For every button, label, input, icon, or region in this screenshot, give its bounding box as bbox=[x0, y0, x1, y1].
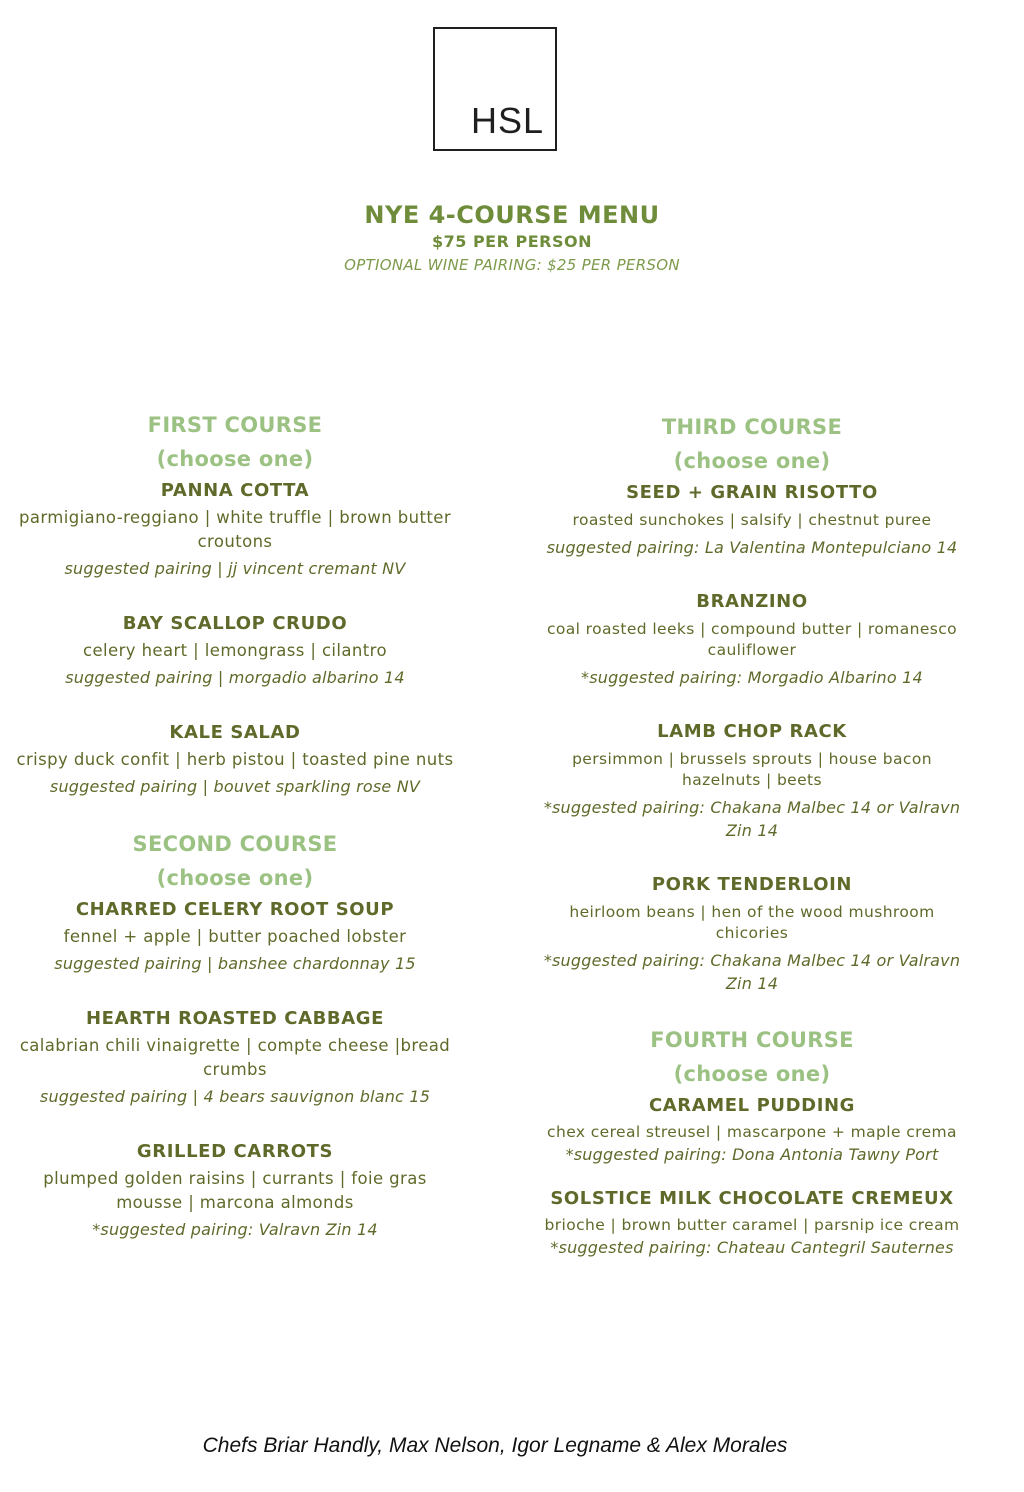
chefs-credit: Chefs Briar Handly, Max Nelson, Igor Legname & Alex Morales bbox=[202, 1434, 788, 1457]
dish-pairing: *suggested pairing: Chakana Malbec 14 or Valravn Zin 14 bbox=[543, 798, 961, 840]
course-title-fourth: FOURTH COURSE bbox=[650, 1028, 854, 1052]
dish-item bbox=[15, 895, 455, 976]
dish-description: persimmon | brussels sprouts | house bacon hazelnuts | beets bbox=[572, 750, 932, 789]
dish-item bbox=[532, 870, 972, 995]
dish-description: roasted sunchokes | salsify | chestnut puree bbox=[572, 511, 932, 529]
choose-one-label: (choose one) bbox=[673, 449, 831, 473]
dish-name: CHARRED CELERY ROOT SOUP bbox=[75, 899, 395, 920]
dish-pairing: *suggested pairing: Valravn Zin 14 bbox=[92, 1220, 378, 1239]
wine-pairing-price: OPTIONAL WINE PAIRING: $25 PER PERSON bbox=[344, 256, 680, 274]
dish-pairing: *suggested pairing: Dona Antonia Tawny Port bbox=[565, 1145, 939, 1164]
course-title-first: FIRST COURSE bbox=[147, 413, 323, 437]
dish-pairing: suggested pairing | 4 bears sauvignon blanc 15 bbox=[39, 1087, 431, 1106]
dish-name: BAY SCALLOP CRUDO bbox=[122, 613, 348, 634]
dish-description: chex cereal streusel | mascarpone + maple crema bbox=[547, 1123, 957, 1141]
dish-description: crispy duck confit | herb pistou | toasted pine nuts bbox=[16, 750, 454, 769]
left-column bbox=[15, 408, 455, 1270]
dish-item bbox=[15, 718, 455, 799]
dish-description: brioche | brown butter caramel | parsnip ice cream bbox=[544, 1216, 960, 1234]
dish-description: parmigiano-reggiano | white truffle | brown butter croutons bbox=[18, 508, 452, 551]
dish-pairing: suggested pairing | jj vincent cremant NV bbox=[64, 559, 406, 578]
menu-price: $75 PER PERSON bbox=[431, 232, 592, 251]
dish-pairing: *suggested pairing: Chakana Malbec 14 or Valravn Zin 14 bbox=[543, 951, 961, 993]
dish-pairing: suggested pairing | bouvet sparkling rose NV bbox=[49, 777, 421, 796]
dish-name: PANNA COTTA bbox=[160, 480, 310, 501]
dish-item bbox=[532, 1091, 972, 1166]
hsl-logo bbox=[433, 27, 557, 151]
course-title-second: SECOND COURSE bbox=[132, 832, 338, 856]
course-title-third: THIRD COURSE bbox=[661, 415, 843, 439]
dish-pairing: *suggested pairing: Chateau Cantegril Sauternes bbox=[550, 1238, 954, 1257]
dish-item bbox=[15, 476, 455, 581]
dish-description: coal roasted leeks | compound butter | romanesco cauliflower bbox=[546, 620, 958, 659]
dish-name: SOLSTICE MILK CHOCOLATE CREMEUX bbox=[550, 1188, 954, 1209]
choose-one-label: (choose one) bbox=[156, 866, 314, 890]
dish-name: LAMB CHOP RACK bbox=[657, 721, 847, 742]
right-column bbox=[532, 410, 972, 1277]
dish-pairing: suggested pairing | morgadio albarino 14 bbox=[65, 668, 405, 687]
choose-one-label: (choose one) bbox=[673, 1062, 831, 1086]
dish-description: calabrian chili vinaigrette | compte cheese |bread crumbs bbox=[19, 1036, 451, 1079]
dish-name: SEED + GRAIN RISOTTO bbox=[626, 482, 878, 503]
dish-pairing: *suggested pairing: Morgadio Albarino 14 bbox=[581, 668, 923, 687]
dish-item bbox=[15, 1137, 455, 1242]
dish-name: PORK TENDERLOIN bbox=[651, 874, 853, 895]
dish-item bbox=[532, 478, 972, 559]
dish-pairing: suggested pairing: La Valentina Montepulciano 14 bbox=[546, 538, 958, 557]
dish-name: KALE SALAD bbox=[169, 722, 301, 743]
dish-description: celery heart | lemongrass | cilantro bbox=[83, 641, 387, 660]
dish-description: plumped golden raisins | currants | foie gras mousse | marcona almonds bbox=[43, 1169, 427, 1212]
dish-item bbox=[532, 717, 972, 842]
dish-item bbox=[15, 609, 455, 690]
menu-title: NYE 4-COURSE MENU bbox=[364, 201, 660, 229]
dish-item bbox=[532, 587, 972, 689]
dish-name: CARAMEL PUDDING bbox=[648, 1095, 856, 1116]
dish-description: heirloom beans | hen of the wood mushroom chicories bbox=[569, 903, 935, 942]
dish-item bbox=[532, 1184, 972, 1259]
menu-header bbox=[0, 198, 1024, 276]
dish-name: HEARTH ROASTED CABBAGE bbox=[85, 1008, 385, 1029]
dish-description: fennel + apple | butter poached lobster bbox=[63, 927, 407, 946]
dish-item bbox=[15, 1004, 455, 1109]
dish-name: GRILLED CARROTS bbox=[136, 1141, 334, 1162]
dish-pairing: suggested pairing | banshee chardonnay 15 bbox=[54, 954, 416, 973]
logo-text: HSL bbox=[471, 100, 545, 141]
choose-one-label: (choose one) bbox=[156, 447, 314, 471]
dish-name: BRANZINO bbox=[696, 591, 808, 612]
